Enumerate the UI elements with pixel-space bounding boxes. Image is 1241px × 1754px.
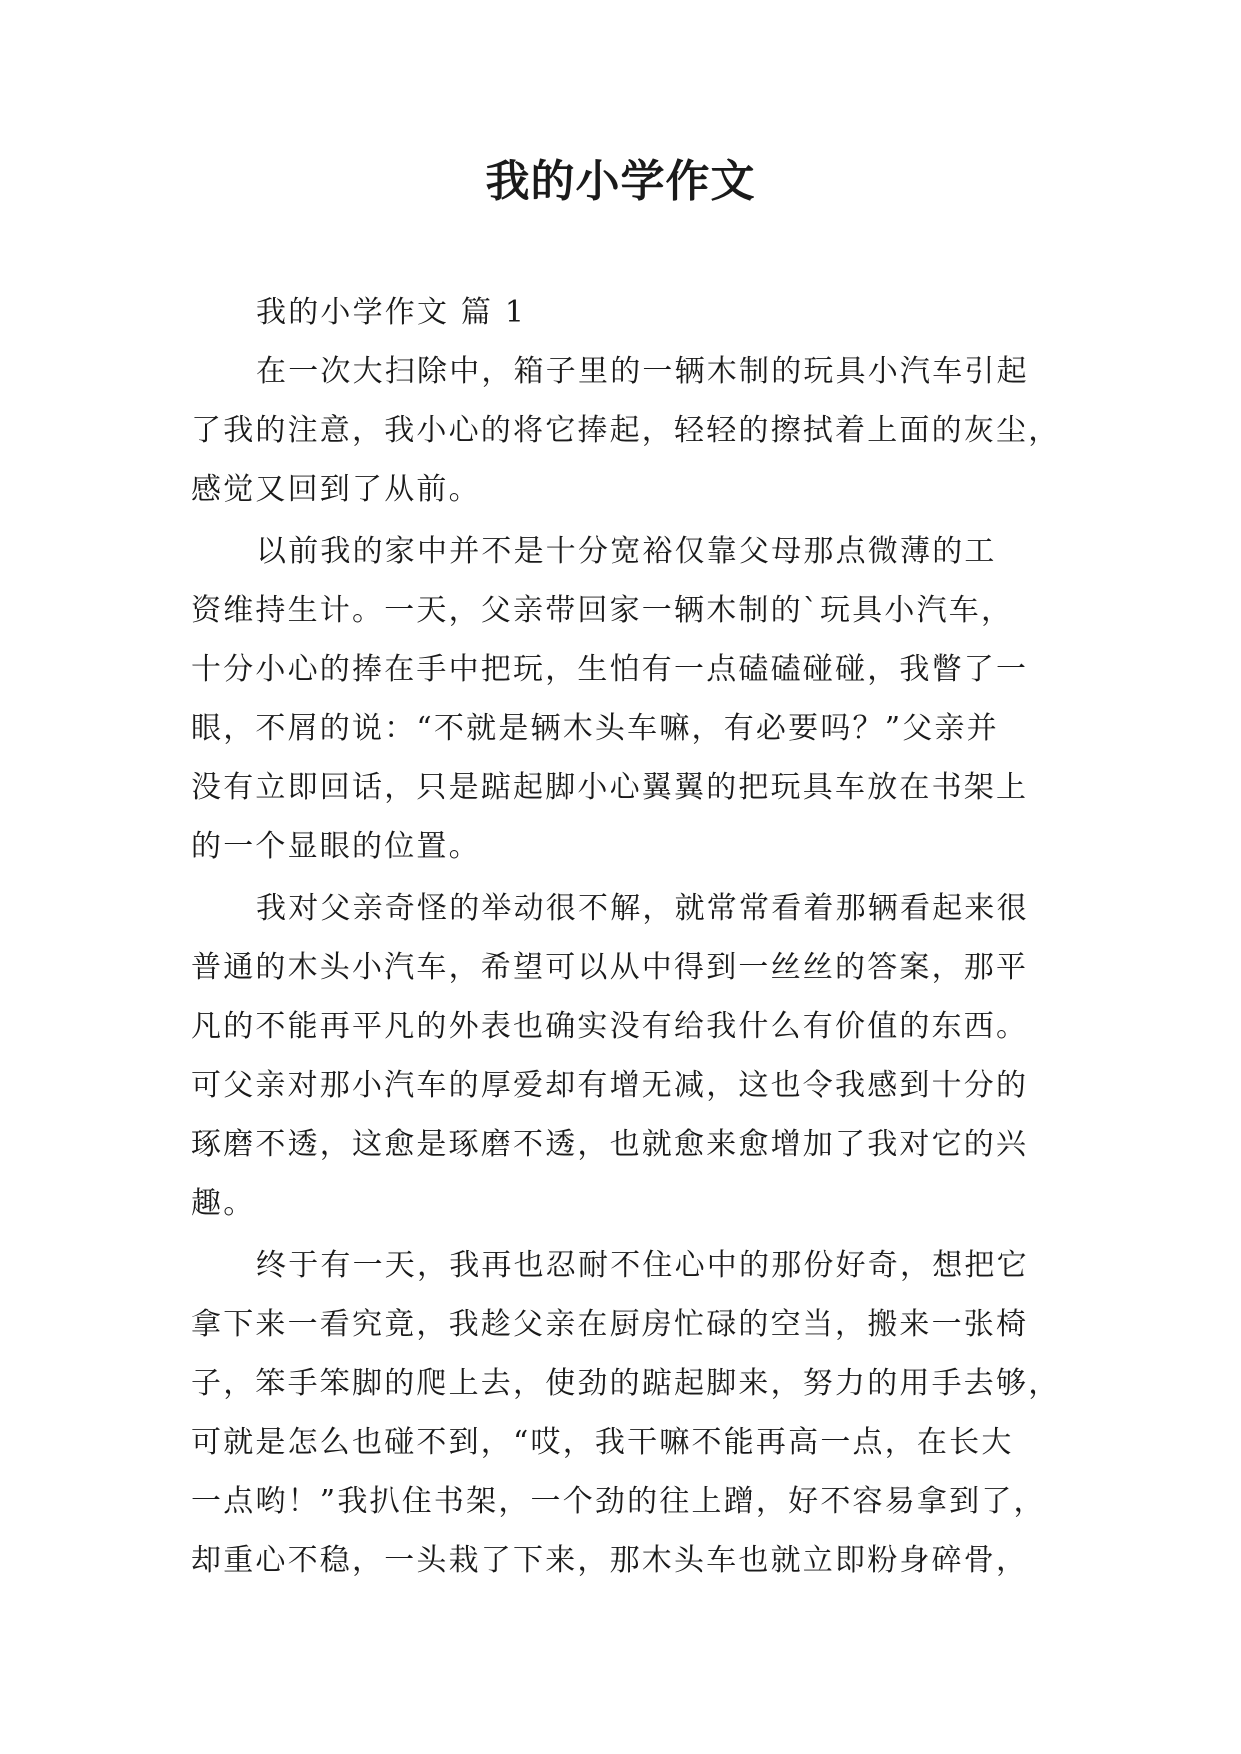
paragraph-line: 了我的注意，我小心的将它捧起，轻轻的擦拭着上面的灰尘， <box>191 413 1061 448</box>
paragraph-line: 感觉又回到了从前。 <box>191 472 481 507</box>
paragraph-line: 琢磨不透，这愈是琢磨不透，也就愈来愈增加了我对它的兴 <box>191 1127 1029 1162</box>
paragraph-line: 拿下来一看究竟，我趁父亲在厨房忙碌的空当，搬来一张椅 <box>191 1307 1029 1342</box>
paragraph-4 <box>191 1236 1061 1590</box>
paragraph-line: 却重心不稳，一头栽了下来，那木头车也就立即粉身碎骨， <box>191 1543 1029 1578</box>
paragraph-line: 终于有一天，我再也忍耐不住心中的那份好奇，想把它 <box>256 1248 1029 1283</box>
paragraph-line: 一点哟！”我扒住书架，一个劲的往上蹭，好不容易拿到了， <box>191 1484 1046 1519</box>
paragraph-line: 的一个显眼的位置。 <box>191 829 481 864</box>
paragraph-line: 资维持生计。一天，父亲带回家一辆木制的`玩具小汽车， <box>191 593 1014 628</box>
document-title: 我的小学作文 <box>485 156 756 207</box>
paragraph-line: 在一次大扫除中，箱子里的一辆木制的玩具小汽车引起 <box>256 354 1029 389</box>
paragraph-line: 没有立即回话，只是踮起脚小心翼翼的把玩具车放在书架上 <box>191 770 1029 805</box>
paragraph-3 <box>191 879 1051 1233</box>
paragraph-line: 趣。 <box>191 1186 256 1221</box>
paragraph-line: 可就是怎么也碰不到，“哎，我干嘛不能再高一点，在长大 <box>191 1425 1014 1460</box>
paragraph-1 <box>191 342 1061 519</box>
paragraph-2 <box>191 522 1051 876</box>
paragraph-line: 子，笨手笨脚的爬上去，使劲的踮起脚来，努力的用手去够， <box>191 1366 1061 1401</box>
paragraph-line: 眼，不屑的说：“不就是辆木头车嘛，有必要吗？”父亲并 <box>191 711 999 746</box>
paragraph-line: 凡的不能再平凡的外表也确实没有给我什么有价值的东西。 <box>191 1009 1029 1044</box>
paragraph-line: 我对父亲奇怪的举动很不解，就常常看着那辆看起来很 <box>256 891 1029 926</box>
paragraph-line: 十分小心的捧在手中把玩，生怕有一点磕磕碰碰，我瞥了一 <box>191 652 1029 687</box>
document-body <box>191 283 1061 1590</box>
section-heading: 我的小学作文 篇 1 <box>256 295 527 330</box>
paragraph-line: 普通的木头小汽车，希望可以从中得到一丝丝的答案，那平 <box>191 950 1029 985</box>
paragraph-line: 可父亲对那小汽车的厚爱却有增无减，这也令我感到十分的 <box>191 1068 1029 1103</box>
paragraph-line: 以前我的家中并不是十分宽裕仅靠父母那点微薄的工 <box>256 534 997 569</box>
